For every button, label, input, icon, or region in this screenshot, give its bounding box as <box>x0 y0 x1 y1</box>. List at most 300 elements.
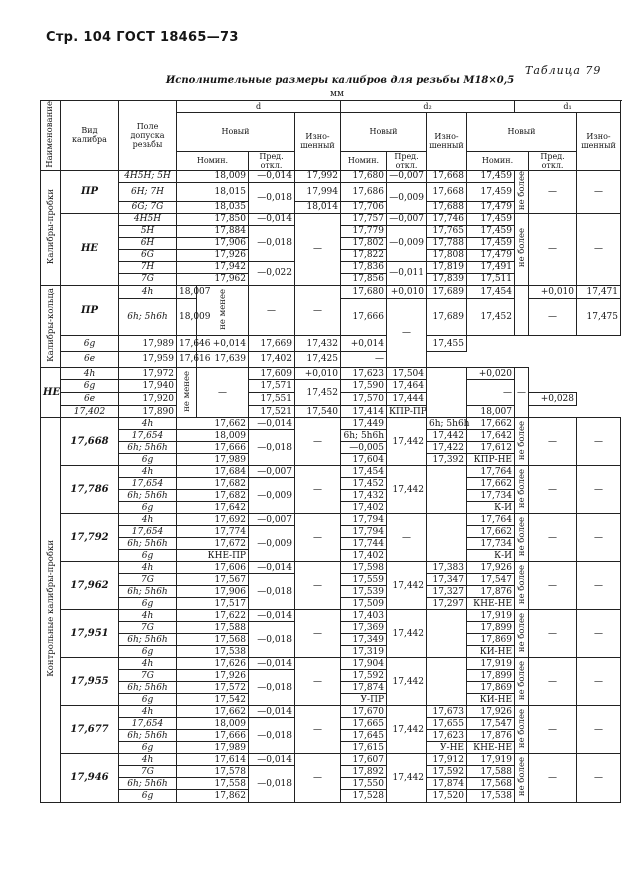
cell: 17,919 <box>467 754 515 766</box>
cell: 17,558 <box>177 778 249 790</box>
cell: 17,774 <box>177 526 249 538</box>
cell: —0,018 <box>249 225 295 261</box>
cell: 17,442 <box>387 562 427 610</box>
cell: —0,018 <box>249 574 295 610</box>
th-pred: Пред. откл. <box>249 151 295 170</box>
th-naim: Наименование <box>41 101 61 171</box>
cell: 17,794 <box>341 526 387 538</box>
cell: 17,623 <box>341 367 387 380</box>
cell: +0,010 <box>387 285 427 298</box>
cell: 17,511 <box>467 273 515 285</box>
cell: 17,819 <box>427 261 467 273</box>
cell: —0,014 <box>249 213 295 225</box>
cell: —0,014 <box>249 418 295 430</box>
cell: 17,764 <box>467 466 515 478</box>
cell: 17,459 <box>467 213 515 225</box>
cell: 17,297 <box>427 598 467 610</box>
cell: 5H <box>119 225 177 237</box>
cell: —0,014 <box>249 610 295 622</box>
note-ne-bolee: не более <box>515 466 529 514</box>
cell: НЕ <box>41 367 61 418</box>
cell: 17,862 <box>177 790 249 803</box>
cell: 17,459 <box>467 225 515 237</box>
cell: — <box>529 514 577 562</box>
cell: 17,403 <box>341 610 387 622</box>
cell: 17,682 <box>177 478 249 490</box>
cell: —0,018 <box>249 622 295 658</box>
cell: — <box>577 213 621 285</box>
note-ne-bolee: не более <box>515 610 529 658</box>
cell: 17,612 <box>467 442 515 454</box>
cell: +0,010 <box>529 285 577 298</box>
cell: 6g <box>119 742 177 754</box>
cell: +0,010 <box>295 367 341 380</box>
cell: 17,402 <box>341 502 387 514</box>
cell: 6H; 7H <box>119 182 177 201</box>
cell: 6g <box>119 646 177 658</box>
cell: К-И <box>467 502 515 514</box>
cell: 17,744 <box>341 538 387 550</box>
cell: — <box>529 658 577 706</box>
cell: 17,547 <box>467 574 515 586</box>
cell: 18,009 <box>177 170 249 182</box>
th-vid: Вид калибра <box>61 101 119 171</box>
cell: 17,779 <box>341 225 387 237</box>
th-izn: Изно-шенный <box>427 113 467 171</box>
cell: 17,836 <box>341 261 387 273</box>
cell: 6g <box>119 790 177 803</box>
cell: 17,570 <box>341 393 387 406</box>
cell: —0,018 <box>249 430 295 466</box>
cell: ПР <box>61 285 119 335</box>
cell <box>427 466 467 514</box>
cell: 7G <box>119 670 177 682</box>
cell <box>427 514 467 562</box>
cell: —0,009 <box>387 225 427 261</box>
cell: 4h <box>119 418 177 430</box>
cell: 17,706 <box>341 201 387 213</box>
cell: КНЕ-ПР <box>177 550 249 562</box>
cell: 17,926 <box>467 562 515 574</box>
cell: 17,962 <box>177 273 249 285</box>
table-row <box>41 336 621 339</box>
cell: 17,890 <box>119 405 177 418</box>
cell: 17,592 <box>341 670 387 682</box>
group-label: Контрольные калибры-пробки <box>41 418 61 803</box>
cell: 17,892 <box>341 766 387 778</box>
cell: 17,654 <box>119 718 177 730</box>
cell: 17,646 <box>177 336 197 352</box>
cell: 6h; 5h6h <box>119 682 177 694</box>
unit-label: мм <box>330 89 345 99</box>
cell: 17,568 <box>467 778 515 790</box>
cell: 17,669 <box>249 336 295 352</box>
cell: — <box>467 380 515 405</box>
cell: 17,668 <box>427 182 467 201</box>
cell: КИ-НЕ <box>467 646 515 658</box>
cell: 17,449 <box>341 418 387 430</box>
cell: 17,788 <box>427 237 467 249</box>
cell: — <box>529 610 577 658</box>
table-caption: Исполнительные размеры калибров для резьбы М18×0,5 <box>165 75 515 86</box>
table-row <box>41 706 621 718</box>
cell: — <box>295 418 341 466</box>
th-d1: d₁ <box>515 101 621 113</box>
cell: 4h <box>119 610 177 622</box>
cell <box>427 610 467 658</box>
table-row <box>41 170 621 182</box>
cell: 17,899 <box>467 622 515 634</box>
note-ne-bolee: не более <box>515 213 529 285</box>
cell: 17,521 <box>249 405 295 418</box>
cell: 17,479 <box>467 249 515 261</box>
cell: 17,540 <box>295 405 341 418</box>
cell: 4h <box>119 706 177 718</box>
cell: — <box>515 367 529 418</box>
cell: 18,009 <box>177 430 249 442</box>
cell: — <box>295 514 341 562</box>
cell: 7G <box>119 273 177 285</box>
cell: 17,951 <box>61 610 119 658</box>
cell: 17,539 <box>341 586 387 598</box>
cell: 6h; 5h6h <box>341 430 387 442</box>
cell: 17,383 <box>427 562 467 574</box>
cell: 6h; 5h6h <box>119 538 177 550</box>
cell: 17,615 <box>341 742 387 754</box>
cell: ПР <box>61 170 119 213</box>
cell: 17,686 <box>341 182 387 201</box>
cell: 17,684 <box>177 466 249 478</box>
cell: 17,392 <box>427 454 467 466</box>
cell: — <box>529 298 577 336</box>
note-ne-bolee: не более <box>515 170 529 213</box>
cell: 17,588 <box>177 622 249 634</box>
cell: 17,455 <box>427 336 467 352</box>
th-nomin: Номин. <box>341 151 387 170</box>
note-empty <box>427 367 467 418</box>
cell: 17,962 <box>61 562 119 610</box>
cell: 17,432 <box>295 336 341 352</box>
cell: 18,014 <box>295 201 341 213</box>
cell: — <box>577 754 621 803</box>
cell: 17,662 <box>467 418 515 430</box>
cell: 17,432 <box>341 490 387 502</box>
cell: 17,666 <box>341 298 387 336</box>
cell: 17,588 <box>467 766 515 778</box>
cell: 17,520 <box>427 790 467 803</box>
th-novyi: Новый <box>177 113 295 152</box>
cell: —0,009 <box>387 182 427 213</box>
table-row <box>41 754 621 766</box>
note-ne-bolee: не более <box>515 658 529 706</box>
cell: — <box>341 352 387 368</box>
note-ne-menee: не менее <box>197 285 249 335</box>
cell: —0,022 <box>249 261 295 285</box>
cell: 17,919 <box>467 610 515 622</box>
cell: 17,876 <box>467 586 515 598</box>
cell: 17,734 <box>467 538 515 550</box>
cell: —0,007 <box>387 213 427 225</box>
table-row <box>41 466 621 478</box>
cell: 6g <box>119 454 177 466</box>
cell: 18,007 <box>177 285 197 298</box>
cell: —0,018 <box>249 718 295 754</box>
cell: 17,734 <box>467 490 515 502</box>
cell: — <box>529 754 577 803</box>
cell: 17,626 <box>177 658 249 670</box>
cell: НЕ <box>61 213 119 285</box>
cell: 17,454 <box>341 466 387 478</box>
cell: 17,994 <box>295 182 341 201</box>
cell: — <box>295 610 341 658</box>
cell: 6G; 7G <box>119 201 177 213</box>
note-ne-bolee: не более <box>515 706 529 754</box>
cell: К-И <box>467 550 515 562</box>
cell: 4h <box>119 658 177 670</box>
cell: 17,402 <box>341 550 387 562</box>
table-row <box>41 562 621 574</box>
calibre-dimensions-table <box>40 100 621 803</box>
cell: 17,942 <box>177 261 249 273</box>
cell: 17,874 <box>427 778 467 790</box>
cell: 17,959 <box>119 352 177 368</box>
cell: 17,442 <box>427 430 467 442</box>
cell: 17,989 <box>177 742 249 754</box>
page-header: Стр. 104 ГОСТ 18465—73 <box>46 30 239 45</box>
cell: 17,604 <box>341 454 387 466</box>
cell: 17,955 <box>61 658 119 706</box>
th-pred: Пред. откл. <box>529 151 577 170</box>
cell: 6g <box>119 598 177 610</box>
th-pole: Поле допуска резьбы <box>119 101 177 171</box>
cell: 17,746 <box>427 213 467 225</box>
cell: 6h; 5h6h <box>119 298 177 336</box>
cell: — <box>577 466 621 514</box>
cell: 17,442 <box>387 466 427 514</box>
cell: 18,009 <box>177 298 197 336</box>
cell: 17,802 <box>341 237 387 249</box>
cell: —0,009 <box>249 526 295 562</box>
cell: 17,869 <box>467 682 515 694</box>
th-novyi: Новый <box>467 113 577 152</box>
cell: 17,906 <box>177 237 249 249</box>
cell: 17,645 <box>341 730 387 742</box>
cell: 17,349 <box>341 634 387 646</box>
cell: 6g <box>119 550 177 562</box>
cell: 6h; 5h6h <box>119 490 177 502</box>
cell: 17,623 <box>427 730 467 742</box>
cell: 17,765 <box>427 225 467 237</box>
cell: 17,592 <box>427 766 467 778</box>
cell: 17,491 <box>467 261 515 273</box>
cell: — <box>577 170 621 213</box>
cell: КИ-НЕ <box>467 694 515 706</box>
cell: 18,009 <box>177 718 249 730</box>
cell: 18,015 <box>177 182 249 201</box>
cell: —0,014 <box>249 706 295 718</box>
cell: 17,442 <box>387 610 427 658</box>
cell: 17,839 <box>427 273 467 285</box>
cell: 6H <box>119 237 177 249</box>
th-nomin: Номин. <box>467 151 529 170</box>
cell: — <box>249 285 295 335</box>
cell: 17,442 <box>387 418 427 466</box>
cell: 6h; 5h6h <box>119 730 177 742</box>
cell: 17,622 <box>177 610 249 622</box>
cell: 17,989 <box>119 336 177 352</box>
cell: — <box>577 658 621 706</box>
cell: — <box>577 514 621 562</box>
cell: 7G <box>119 766 177 778</box>
note-empty <box>515 285 529 335</box>
cell: 17,673 <box>427 706 467 718</box>
cell: — <box>529 706 577 754</box>
cell: 18,007 <box>467 405 515 418</box>
cell: 17,598 <box>341 562 387 574</box>
cell: —0,014 <box>249 562 295 574</box>
cell: — <box>529 170 577 213</box>
cell: 17,904 <box>341 658 387 670</box>
cell: 17,571 <box>249 380 295 393</box>
group-label: Калибры-пробки <box>41 170 61 285</box>
cell: 17,642 <box>177 502 249 514</box>
cell: 17,614 <box>177 754 249 766</box>
cell: 17,459 <box>467 182 515 201</box>
th-pred: Пред. откл. <box>387 151 427 170</box>
cell: 17,792 <box>61 514 119 562</box>
cell: 6g <box>119 502 177 514</box>
cell: 6e <box>61 393 119 406</box>
cell: 17,547 <box>467 718 515 730</box>
th-novyi: Новый <box>341 113 427 152</box>
cell: 17,972 <box>119 367 177 380</box>
note-ne-bolee: не более <box>515 562 529 610</box>
cell: 17,668 <box>427 170 467 182</box>
cell: 17,919 <box>467 658 515 670</box>
cell: 17,528 <box>341 790 387 803</box>
cell: —0,018 <box>249 766 295 803</box>
cell: +0,020 <box>467 367 515 380</box>
th-d: d <box>177 101 341 113</box>
cell: — <box>295 658 341 706</box>
cell: 7H <box>119 261 177 273</box>
cell: 17,662 <box>467 526 515 538</box>
cell: 17,442 <box>387 706 427 754</box>
cell: —0,011 <box>387 261 427 285</box>
table-row <box>41 352 621 355</box>
cell: —0,007 <box>387 170 427 182</box>
cell: —0,014 <box>249 754 295 766</box>
cell: 17,509 <box>341 598 387 610</box>
cell: — <box>577 610 621 658</box>
th-d2: d₂ <box>341 101 515 113</box>
cell: — <box>295 562 341 610</box>
cell: 17,926 <box>177 249 249 261</box>
cell: 17,444 <box>387 393 427 406</box>
cell: 17,926 <box>467 706 515 718</box>
cell: 17,464 <box>387 380 427 393</box>
cell: 17,606 <box>177 562 249 574</box>
cell: —0,014 <box>249 170 295 182</box>
cell: —0,014 <box>249 658 295 670</box>
cell: 17,670 <box>341 706 387 718</box>
cell: 17,609 <box>249 367 295 380</box>
cell: — <box>387 514 427 562</box>
cell: 17,567 <box>177 574 249 586</box>
note-ne-bolee: не более <box>515 514 529 562</box>
cell: 17,616 <box>177 352 197 368</box>
cell: +0,028 <box>529 393 577 406</box>
cell: 17,764 <box>467 514 515 526</box>
cell: 7G <box>119 622 177 634</box>
cell: 17,680 <box>341 285 387 298</box>
cell: — <box>577 706 621 754</box>
cell: 17,550 <box>341 778 387 790</box>
cell: 17,578 <box>177 766 249 778</box>
cell: 17,459 <box>467 237 515 249</box>
cell: 17,538 <box>177 646 249 658</box>
cell: 17,319 <box>341 646 387 658</box>
cell: — <box>197 367 249 418</box>
cell: 4h <box>61 367 119 380</box>
cell: 17,906 <box>177 586 249 598</box>
note-ne-bolee: не более <box>515 418 529 466</box>
cell: 17,874 <box>341 682 387 694</box>
cell: 17,655 <box>427 718 467 730</box>
cell: 4h <box>119 562 177 574</box>
cell: 17,572 <box>177 682 249 694</box>
cell: 17,946 <box>61 754 119 803</box>
cell: — <box>577 562 621 610</box>
cell: 17,459 <box>467 170 515 182</box>
cell: 6h; 5h6h <box>119 634 177 646</box>
cell: 17,692 <box>177 514 249 526</box>
cell: 17,689 <box>427 298 467 336</box>
cell: 17,672 <box>177 538 249 550</box>
cell: —0,018 <box>249 182 295 213</box>
cell: — <box>529 466 577 514</box>
cell: 17,662 <box>467 478 515 490</box>
cell: 17,471 <box>577 285 621 298</box>
cell: 17,666 <box>177 730 249 742</box>
cell: 17,668 <box>61 418 119 466</box>
cell: 6g <box>61 380 119 393</box>
cell: — <box>295 466 341 514</box>
cell: 17,642 <box>467 430 515 442</box>
cell: —0,018 <box>249 670 295 706</box>
cell: 17,422 <box>427 442 467 454</box>
cell: —0,009 <box>249 478 295 514</box>
cell: 17,607 <box>341 754 387 766</box>
cell: 4h <box>119 466 177 478</box>
cell: 17,414 <box>341 405 387 418</box>
cell: 17,538 <box>467 790 515 803</box>
cell: 17,662 <box>177 706 249 718</box>
table-row <box>41 610 621 622</box>
cell: 17,347 <box>427 574 467 586</box>
cell: 17,856 <box>341 273 387 285</box>
cell: КНЕ-НЕ <box>467 598 515 610</box>
cell: 17,850 <box>177 213 249 225</box>
cell: 4H5H; 5H <box>119 170 177 182</box>
cell: 17,926 <box>177 670 249 682</box>
cell: 4h <box>119 514 177 526</box>
cell: —0,007 <box>249 466 295 478</box>
cell: 17,757 <box>341 213 387 225</box>
cell: 17,517 <box>177 598 249 610</box>
cell: 17,912 <box>427 754 467 766</box>
cell: +0,014 <box>341 336 387 352</box>
